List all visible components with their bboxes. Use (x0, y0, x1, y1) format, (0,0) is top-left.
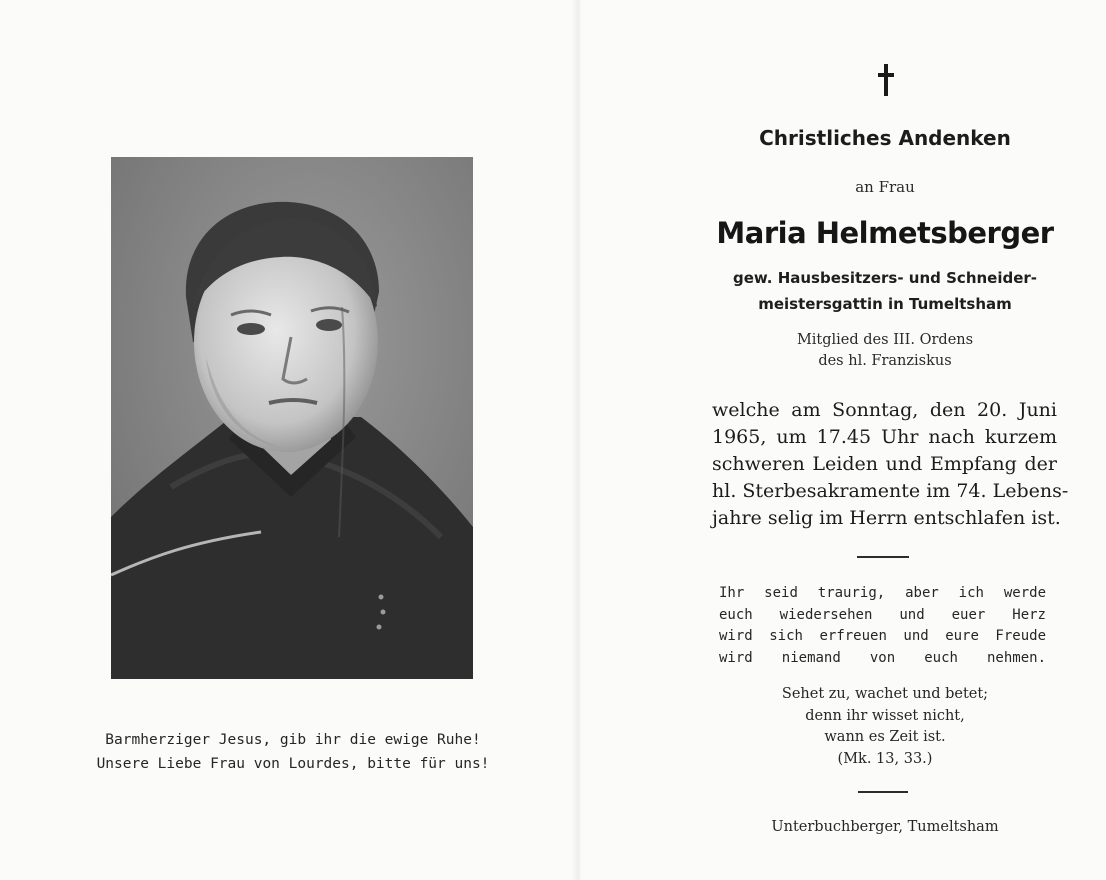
divider-rule (857, 556, 909, 558)
occupation-line: meistersgattin in Tumeltsham (758, 295, 1012, 313)
portrait-photo (111, 157, 473, 679)
death-notice-line: jahre selig im Herrn entschlafen ist. (712, 507, 1061, 529)
heading: Christliches Andenken (759, 126, 1011, 150)
prayer-line: Unsere Liebe Frau von Lourdes, bitte für uns! (96, 756, 490, 772)
order-line: Mitglied des III. Ordens (796, 332, 974, 348)
quote-line: wird niemand von euch nehmen. (719, 649, 1046, 666)
prayer-text (88, 728, 498, 776)
death-notice-line: welche am Sonntag, den 20. Juni (712, 399, 1057, 421)
death-notice-line: hl. Sterbesakramente im 74. Lebens- (712, 480, 1069, 502)
cross-icon (878, 64, 894, 96)
verse-line: Sehet zu, wachet und betet; (781, 686, 989, 702)
quote-line: Ihr seid traurig, aber ich werde (719, 585, 1046, 601)
order-line: des hl. Franziskus (818, 353, 952, 369)
order-membership (700, 330, 1070, 372)
death-notice-line: schweren Leiden und Empfang der (712, 453, 1057, 475)
divider-rule (858, 791, 908, 793)
death-notice (712, 397, 1069, 532)
deceased-name: Maria Helmetsberger (716, 216, 1054, 250)
verse-line: wann es Zeit ist. (824, 729, 946, 745)
prayer-line: Barmherziger Jesus, gib ihr die ewige Ruhe! (105, 732, 481, 748)
card-fold (572, 0, 582, 880)
bible-verse (700, 684, 1070, 770)
quote-line: euch wiedersehen und euer Herz (719, 606, 1046, 623)
scripture-quote (719, 583, 1046, 669)
printer-credit: Unterbuchberger, Tumeltsham (771, 819, 999, 835)
verse-line: denn ihr wisset nicht, (805, 707, 965, 724)
quote-line: wird sich erfreuen und eure Freude (719, 628, 1046, 644)
death-notice-line: 1965, um 17.45 Uhr nach kurzem (712, 426, 1057, 448)
salutation: an Frau (855, 178, 915, 196)
verse-line: (Mk. 13, 33.) (837, 750, 933, 767)
occupation (700, 265, 1070, 317)
occupation-line: gew. Hausbesitzers- und Schneider- (732, 269, 1038, 287)
